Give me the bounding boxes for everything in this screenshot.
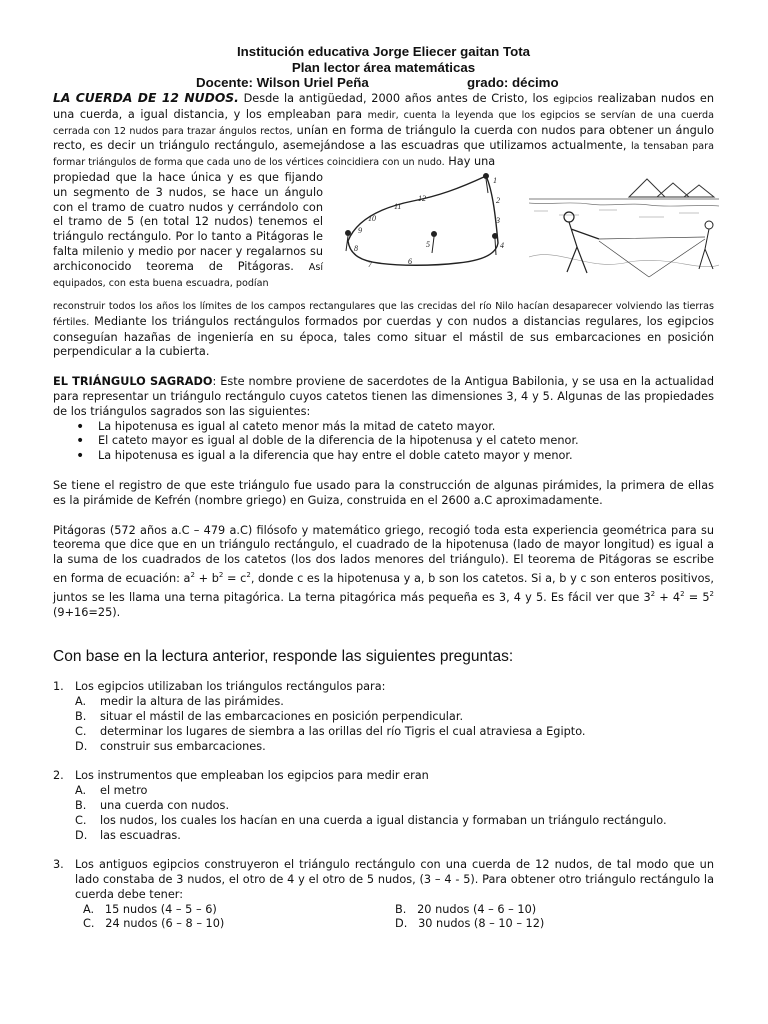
section-title-cuerda: LA CUERDA DE 12 NUDOS. — [53, 91, 239, 105]
knot-label-4: 4 — [500, 240, 504, 250]
wrapped-text-column: propiedad que la hace única y es que fijando un segmento de 3 nudos, se hace un ángulo con el tramo de cuatro nudos y cerrándolo con el tramo de 5 (en total 12 nudos) tenemos el triángulo rectángulo. Por lo tanto a Pitágoras le falta milenio y medio por nacer y regalarnos su archiconocido teorema de Pitágoras. Así equipados, con esta buena escuadra, podían — [53, 170, 323, 289]
knot-label-5: 5 — [426, 239, 430, 249]
pyramid-icon — [684, 185, 714, 197]
list-item: • La hipotenusa es igual al cateto menor más la mitad de cateto mayor. — [98, 420, 714, 435]
question-option: B. una cuerda con nudos. — [75, 798, 230, 812]
knot-label-1: 1 — [493, 175, 497, 185]
plan-title: Plan lector área matemáticas — [291, 59, 476, 75]
question-option: D. las escuadras. — [75, 828, 181, 842]
question-option: A. medir la altura de las pirámides. — [75, 695, 284, 709]
knot-label-6: 6 — [408, 256, 412, 266]
worker-figure — [564, 212, 599, 273]
worker-head-icon — [705, 221, 713, 229]
question-options-grid — [83, 903, 714, 933]
properties-list — [53, 420, 714, 464]
pythagoras-paragraph: Pitágoras (572 años a.C – 479 a.C) filósofo y matemático griego, recogió toda esta experiencia geométrica para su teorema que dice que en un triángulo rectángulo, el cuadrado de la hipotenusa (lado de mayor longitud) es igual a la suma de los cuadrados de los catetos (los dos lados menores del triángulo). El teorema de Pitágoras se escribe en forma de ecuación: $a^2 + b^2 = c^2$, donde c es la hipotenusa y a, b son los catetos. Si a, b y c son enteros positivos, juntos se les llama una terna pitagórica. La terna pitagórica más pequeña es 3, 4 y 5. Es fácil ver que $3^2 + 4^2 = 5^2$ (9+16=25). — [53, 523, 714, 619]
person-head-icon — [432, 231, 437, 236]
rope-paragraph-continued: reconstruir todos los años los límites de los campos rectangulares que las crecidas del río Nilo hacían desaparecer volviendo las tierras fértiles. Mediante los triángulos rectángulos formados por cuerdas y con nudos a distancias regulares, los egipcios conseguían hazañas de ingeniería en su época, tales como situar el mástil de sus embarcaciones en posición perpendicular a la cubierta. — [53, 300, 714, 359]
institution-name: Institución educativa Jorge Eliecer gaitan Tota — [236, 44, 531, 59]
person-head-icon — [493, 233, 498, 238]
question-option: C. 24 nudos (6 – 8 – 10) — [83, 917, 225, 931]
knotted-rope-figure — [328, 171, 511, 291]
question-option: B. 20 nudos (4 – 6 – 10) — [395, 902, 537, 916]
question-option: D. 30 nudos (8 – 10 – 12) — [395, 917, 545, 931]
person-head-icon — [484, 173, 489, 178]
question-3: 3. Los antiguos egipcios construyeron el triángulo rectángulo con una cuerda de 12 nudos, de tal modo que un lado constaba de 3 nudos, el otro de 4 y el otro de 5 nudos, (3 – 4 - 5). Para obtener otro triángulo rectángulo la cuerda debe tener: A. 15 nudos (4 – 5 – 6) B. 20 nudos (4 – 6 – 10) C. 24 nudos (6 – 8 – 10) D. 30 nudos (8 – 10 – 12) — [53, 858, 714, 931]
sacred-triangle-paragraph: EL TRIÁNGULO SAGRADO: Este nombre proviene de sacerdotes de la Antigua Babilonia, y se usa en la actualidad para representar un triángulo rectángulo cuyos catetos tienen las dimensiones 3, 4 y 5. Algunas de las propiedades de los triángulos sagrados son las siguientes: — [53, 375, 715, 418]
questions-intro: Con base en la lectura anterior, responde las siguientes preguntas: — [53, 648, 514, 666]
grade-label: grado: décimo — [467, 75, 559, 90]
question-2: 2. Los instrumentos que empleaban los egipcios para medir eran A. el metro B. una cuerda con nudos. C. los nudos, los cuales los hacían en una cuerda a igual distancia y formaban un triángulo rectángulo. D. las escuadras. — [53, 769, 714, 843]
worker-head-icon — [564, 212, 574, 222]
question-option: A. el metro — [75, 784, 148, 798]
rope-lines — [599, 237, 705, 277]
person-head-icon — [346, 230, 351, 235]
teacher-name: Docente: Wilson Uriel Peña — [196, 75, 369, 90]
section-title-triangulo: EL TRIÁNGULO SAGRADO — [53, 375, 213, 389]
question-option: B. situar el mástil de las embarcaciones en posición perpendicular. — [75, 709, 464, 723]
question-option: D. construir sus embarcaciones. — [75, 739, 266, 753]
worker-figure — [699, 221, 713, 269]
question-option: A. 15 nudos (4 – 5 – 6) — [83, 902, 217, 916]
knot-label-11: 11 — [394, 201, 402, 211]
pyramid-paragraph: Se tiene el registro de que este triángulo fue usado para la construcción de algunas pirámides, la primera de ellas es la pirámide de Kefrén (nombre griego) en Guiza, construida en el 2600 a.C aproximadamente. — [53, 478, 714, 507]
knot-label-7: 7 — [368, 259, 372, 269]
knot-label-2: 2 — [496, 195, 500, 205]
text-with-figures — [53, 171, 714, 299]
knot-label-8: 8 — [354, 243, 358, 253]
question-1: 1. Los egipcios utilizaban los triángulos rectángulos para: A. medir la altura de las pirámides. B. situar el mástil de las embarcaciones en posición perpendicular. C. determinar los lugares de siembra a las orillas del río Tigris el cual atraviesa a Egipto. D. construir sus embarcaciones. — [53, 680, 714, 754]
egyptians-measuring-illustration — [529, 177, 719, 285]
list-item: • La hipotenusa es igual a la diferencia que hay entre el doble cateto mayor y menor. — [98, 449, 714, 464]
list-item: • El cateto mayor es igual al doble de la diferencia de la hipotenusa y el cateto menor. — [98, 434, 714, 449]
pyramid-icon — [657, 183, 689, 197]
knot-label-3: 3 — [496, 215, 500, 225]
knot-label-9: 9 — [358, 225, 362, 235]
document-header — [53, 44, 714, 91]
document-page — [53, 44, 714, 932]
question-option: C. los nudos, los cuales los hacían en una cuerda a igual distancia y formaban un triángulo rectángulo. — [75, 813, 667, 827]
question-option: C. determinar los lugares de siembra a las orillas del río Tigris el cual atraviesa a Egipto. — [75, 724, 586, 738]
knot-label-12: 12 — [418, 193, 426, 203]
knot-label-10: 10 — [368, 213, 376, 223]
intro-paragraph: LA CUERDA DE 12 NUDOS. Desde la antigüedad, 2000 años antes de Cristo, los egipcios realizaban nudos en una cuerda, a igual distancia, y los empleaban para medir, cuenta la leyenda que los egipcios se servían de una cuerda cerrada con 12 nudos para trazar ángulos rectos, unían en forma de triángulo la cuerda con nudos para obtener un ángulo recto, es decir un triángulo rectángulo, asemejándose a las escuadras que utilizamos actualmente, la tensaban para formar triángulos de forma que cada uno de los vértices coincidiera con un nudo. Hay una — [53, 91, 715, 169]
